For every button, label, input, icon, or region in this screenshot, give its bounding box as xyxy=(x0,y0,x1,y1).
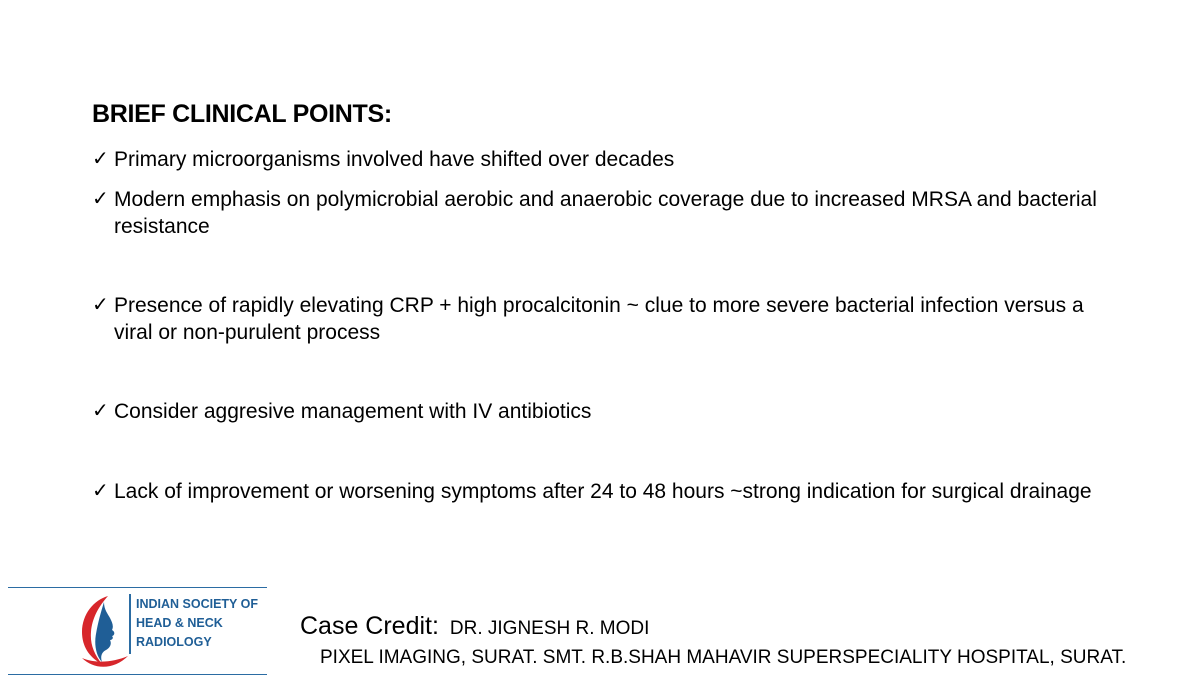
slide-heading: BRIEF CLINICAL POINTS: xyxy=(92,100,392,128)
bullet-text: Presence of rapidly elevating CRP + high procalcitonin ~ clue to more severe bacterial infection versus a viral or non-purulent process xyxy=(114,294,1084,344)
check-mark-icon: ✓ xyxy=(92,400,109,422)
logo-line: INDIAN SOCIETY OF xyxy=(136,597,259,611)
affiliation: PIXEL IMAGING, SURAT. SMT. R.B.SHAH MAHAVIR SUPERSPECIALITY HOSPITAL, SURAT. xyxy=(320,647,1127,668)
check-mark-icon: ✓ xyxy=(92,294,109,316)
society-logo xyxy=(8,587,267,675)
case-credit xyxy=(300,610,649,645)
bullet-text: Primary microorganisms involved have shifted over decades xyxy=(114,148,675,171)
head-profile-logo-icon xyxy=(74,592,130,670)
check-mark-icon: ✓ xyxy=(92,480,109,502)
logo-line: HEAD & NECK xyxy=(136,616,223,630)
check-mark-icon: ✓ xyxy=(92,148,109,170)
bullet-item xyxy=(92,292,1102,346)
credit-name: DR. JIGNESH R. MODI xyxy=(449,618,650,639)
bullet-text: Lack of improvement or worsening symptoms after 24 to 48 hours ~strong indication for surgical drainage xyxy=(114,480,1092,503)
logo-line: RADIOLOGY xyxy=(136,635,212,649)
bullet-text: Consider aggresive management with IV antibiotics xyxy=(114,400,592,423)
bullet-item xyxy=(92,398,1102,425)
bullet-item xyxy=(92,146,1102,173)
logo-divider xyxy=(129,594,131,654)
check-mark-icon: ✓ xyxy=(92,188,109,210)
bullet-item xyxy=(92,478,1102,505)
logo-text xyxy=(136,595,258,652)
credit-label: Case Credit: xyxy=(300,612,439,640)
bullet-text: Modern emphasis on polymicrobial aerobic and anaerobic coverage due to increased MRSA and bacterial resistance xyxy=(114,188,1097,238)
bullet-item xyxy=(92,186,1102,240)
logo-top-rule xyxy=(8,587,267,588)
